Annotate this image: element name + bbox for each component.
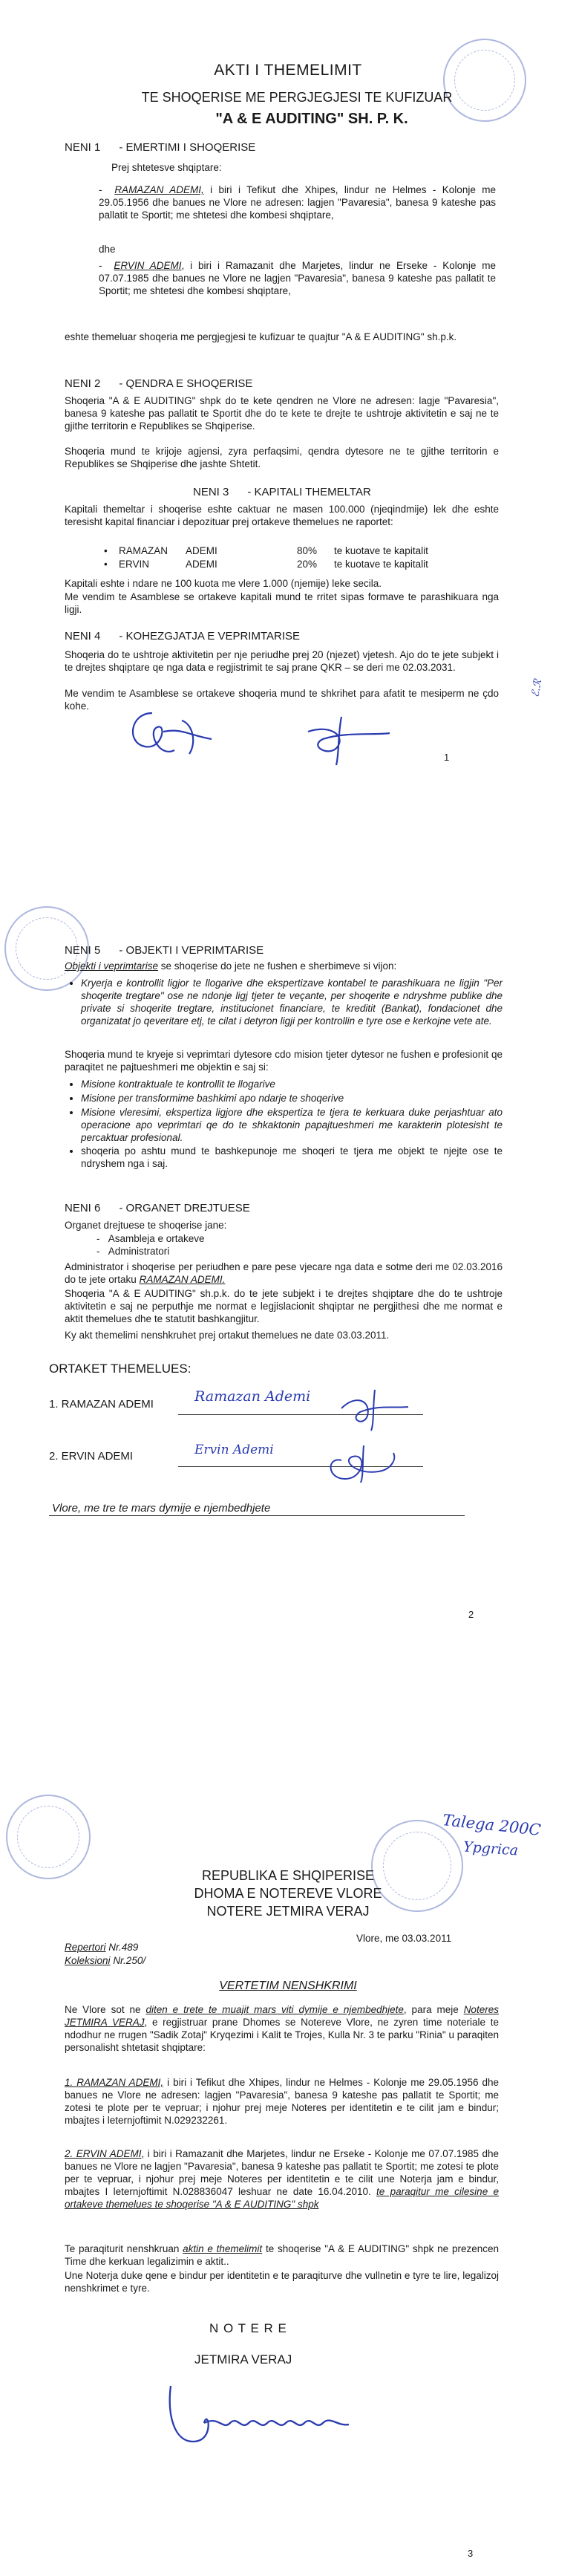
share-note: te kuotave te kapitalit [334,545,428,556]
list-item: • Misione per transformime bashkimi apo ndarje te shoqerive [81,1093,503,1105]
administrator-name: RAMAZAN ADEMI. [139,1273,226,1285]
share-pct: 80% [297,545,318,556]
founder-2-details: , i biri i Ramazanit dhe Marjetes, lindur ne Erseke - Kolonje me 07.07.1985 dhe banues ne Vlore ne lagjen "Pavaresia", banesa 9 kateshe pas pallatit te Sportit; me shtetesi dhe kombesi shqiptare, [99,260,496,296]
neni-4-heading [65,630,300,644]
koleksioni [65,1955,145,1968]
page-number: 1 [444,752,450,763]
margin-initials: ℰ.ℛ [529,678,545,698]
person-2-role: te paraqitur me cilesine e ortakeve themelues te shoqerise "A & E AUDITING" shpk [65,2185,499,2210]
neni-title: - EMERTIMI I SHOQERISE [119,141,256,154]
handwritten-note: Talega 200C [442,1811,542,1839]
koleksioni-label: Koleksioni [65,1955,111,1966]
neni-4-text-2: Me vendim te Asamblese se ortakeve shoqeria mund te shkrihet para afatit te mesiperm ne çdo kohe. [65,688,499,712]
neni-5-bullets-2 [65,1079,503,1172]
doc-subtitle: TE SHOQERISE ME PERGJEGJESI TE KUFIZUAR [141,90,453,105]
share-surname: ADEMI [186,545,217,556]
share-name: ERVIN [119,559,150,570]
neni-3-text-2: Kapitali eshte i ndare ne 100 kuota me vlere 1.000 (njemije) leke secila. [65,578,382,589]
notary-signature [148,2371,386,2460]
final-paragraph: Te paraqiturit nenshkruan aktin e themelimit te shoqerise "A & E AUDITING" shpk ne prezencen Time dhe kerkuan legalizimin e aktit.. [65,2243,499,2267]
person-2-details: , i biri i Ramazanit dhe Marjetes, lindur ne Erseke - Kolonje me 07.07.1985 dhe banues ne Vlore ne lagjen "Pavaresia", banesa 9 kateshe pas pallatit te Sportit; me zotesi te plote per te vepruar, i njohur prej meje Noteres per identitetin e te cilit une Noterja jam e bindur, mbajtes I leternjoftimit N.028836047 leshuar ne date 16.04.2010. [65,2148,499,2197]
neni-2-text-2: Shoqeria mund te krijoje agjensi, zyra perfaqsimi, qendra dytesore ne te gjithe territorin e Republikes se Shqiperise dhe jashte Shtetit. [65,446,499,469]
neni-6-text-3: Ky akt themelimi nenshkruhet prej ortakut themelues ne date 03.03.2011. [65,1330,390,1341]
share-surname: ADEMI [186,559,217,570]
neni-label: NENI 6 [65,1202,101,1214]
share-pct: 20% [297,559,318,570]
neni-1-intro: Prej shtetesve shqiptare: [111,162,222,173]
neni-1-closing: eshte themeluar shoqeria me pergjegjesi te kufizuar te quajtur "A & E AUDITING" sh.p.k. [65,331,457,342]
list-item: • Misione kontraktuale te kontrollit te llogarive [81,1079,503,1091]
page-number: 3 [468,2548,474,2559]
neni-5-text-2: Shoqeria mund te kryeje si veprimtari dytesore cdo mision tjeter dytesor ne fushen e profesionit qe paraqitet ne pajtueshmeri me objektin e saj si: [65,1049,503,1073]
neni-5-bullets-1 [65,978,503,1030]
final-paragraph-2: Une Noterja duke qene e bindur per identitetin e te paraqiturve dhe vullnetin e tyre te lire, legalizoj nenshkrimet e tyre. [65,2270,499,2294]
page-2 [0,859,576,1717]
neni-title: - QENDRA E SHOQERISE [119,377,253,390]
handwritten-note: Ypgrica [462,1838,519,1859]
neni-label: NENI 1 [65,141,101,154]
initials-signature [319,1434,408,1486]
company-name: "A & E AUDITING" SH. P. K. [215,111,408,127]
neni-label: NENI 4 [65,630,101,643]
neni-3-text: Kapitali themeltar i shoqerise eshte caktuar ne masen 100.000 (njeqindmije) lek dhe eshte teresisht kapital financiar i depozituar prej ortakeve themelues ne raportet: [65,504,499,527]
place-date: Vlore, me 03.03.2011 [356,1933,452,1944]
repertori-value: Nr.489 [108,1942,139,1953]
neni-label: NENI 3 [193,486,229,498]
neni-3-text-3: Me vendim te Asamblese se ortakeve kapitali mund te rritet sipas formave te parashikuara nga ligji. [65,591,499,615]
koleksioni-value: Nr.250/ [113,1955,146,1966]
neni-3-heading [193,486,371,500]
repertori-label: Repertori [65,1942,106,1953]
neni-title: - KOHEZGJATJA E VEPRIMTARISE [119,630,301,643]
conjunction: dhe [99,244,116,255]
share-row: • RAMAZAN ADEMI 80% te kuotave te kapitalit [104,545,428,556]
page-1 [0,0,576,859]
neni-4-text: Shoqeria do te ushtroje aktivitetin per nje periudhe prej 20 (njezet) vjetesh. Ajo do te jete subjekt i te drejtes shqiptare qe nga data e regjistrimit te saj prane QKR – se deri me 02.03.2031. [65,649,499,673]
organs-list [96,1233,205,1258]
neni-5-intro: Objekti i veprimtarise se shoqerise do jete ne fushen e sherbimeve si vijon: [65,960,397,972]
date-line: Vlore, me tre te mars dymije e njembedhjete [52,1502,271,1515]
founder-signature: Ramazan Ademi [194,1388,311,1405]
person-1-name: 1. RAMAZAN ADEMI, [65,2077,164,2088]
founding-act-term: aktin e themelimit [183,2243,263,2254]
share-name: RAMAZAN [119,545,168,556]
notary-name: JETMIRA VERAJ [194,2352,292,2367]
neni-6-text: Administrator i shoqerise per periudhen e pare pese vjecare nga data e sotme deri me 02.03.2016 do te jete ortaku RAMAZAN ADEMI. [65,1261,503,1285]
neni-1-heading [65,141,255,155]
header-republic: REPUBLIKA E SHQIPERISE [201,1868,375,1883]
list-item: • Misione vleresimi, ekspertiza ligjore dhe ekspertiza te tjera te kerkuara duke perjashtuar ato operacione apo veprimtari qe do te shkaktonin papajtueshmeri me karakterin plotesisht te percaktuar profesional. [81,1107,503,1145]
neni-5-intro-term: Objekti i veprimtarise [65,960,159,972]
initials-signature [286,702,405,769]
doc-title: VERTETIM NENSHKRIMI [219,1980,357,1992]
neni-6-intro: Organet drejtuese te shoqerise jane: [65,1220,227,1231]
share-row: • ERVIN ADEMI 20% te kuotave te kapitalit [104,559,428,570]
share-note: te kuotave te kapitalit [334,559,428,570]
neni-label: NENI 5 [65,944,101,957]
founders-heading: ORTAKET THEMELUES: [49,1362,192,1376]
header-chamber: DHOMA E NOTEREVE VLORE [194,1886,382,1901]
notary-name-inline: Noteres JETMIRA VERAJ [65,2004,499,2028]
person-2-name: 2. ERVIN ADEMI [65,2148,142,2159]
founder-2-name: ERVIN ADEMI [114,260,182,271]
notary-title: N O T E R E [209,2321,287,2335]
neni-2-text: Shoqeria "A & E AUDITING" shpk do te kete qendren ne Vlore ne adresen: lagje "Pavaresia", banesa 9 kateshe pas pallatit te Sportit dhe do te kete te drejte te ushtroje aktivitetin e saj ne te gjithe territorin e Republikes se Shqiperise. [65,395,499,432]
neni-title: - OBJEKTI I VEPRIMTARISE [119,944,264,957]
intro-paragraph: Ne Vlore sot ne diten e trete te muajit mars viti dymije e njembedhjete, para meje Noteres JETMIRA VERAJ, e regjistruar prane Dhomes se Notereve Vlore, ne zyren time noteriale te ndodhur ne rrugen "Sadik Zotaj" Kryqezimi i Kalit te Trojes, Kulla Nr. 3 te parku "Rinia" u paraqiten personalisht shtetasit shqiptare: [65,2004,499,2053]
list-item: • Kryerja e kontrollit ligjor te llogarive dhe ekspertizave kontabel te parashikuara ne ligjin "Per shoqerite tregtare" ose ne ndonje ligj tjeter te veçante, per shoqerite e ndryshme publike dhe private si shoqerite tregtare, institucionet financiare, te kreditit (Bankat), fondacionet dhe organizatat jo qeveritare etj, te cilat i detyron ligji per kontrollin e tyre ose e kerkojne vete ate. [81,978,503,1028]
founder-1-paragraph: - RAMAZAN ADEMI, i biri i Tefikut dhe Xhipes, lindur ne Helmes - Kolonje me 29.05.1956 dhe banues ne Vlore ne adresen: lagjen "Pavaresia", banesa 9 kateshe pas pallatit te Sportit; me shtetesi dhe kombesi shqiptare, [99,184,496,221]
person-2-paragraph [65,2148,499,2211]
founder-label: 2. ERVIN ADEMI [49,1450,134,1463]
doc-title: AKTI I THEMELIMIT [214,62,362,79]
neni-title: - KAPITALI THEMELTAR [247,486,371,498]
neni-6-text-2: Shoqeria "A & E AUDITING" sh.p.k. do te jete subjekt i te drejtes shqiptare dhe do te ushtroje aktivitetin e saj ne perputhje me normat e legjislacionit shqiptar ne pergjithesi dhe me normat e aktit themelues dhe te statutit bashkangjitur. [65,1288,503,1324]
notary-stamp [6,1795,91,1879]
neni-title: - ORGANET DREJTUESE [119,1202,250,1214]
person-1-details: i biri i Tefikut dhe Xhipes, lindur ne Helmes - Kolonje me 29.05.1956 dhe banues ne Vlore ne adresen: lagjen "Pavaresia", banesa 9 kateshe pas pallatit te Sportit; me zotesi te plote per te vepruar; i njohur prej meje Noteres per identitetin e te cilit jam e bindur; mbajtes i leternjoftimit N.029232261. [65,2077,499,2126]
founder-1-details: i biri i Tefikut dhe Xhipes, lindur ne Helmes - Kolonje me 29.05.1956 dhe banues ne Vlore ne adresen: lagjen "Pavaresia", banesa 9 kateshe pas pallatit te Sportit; me shtetesi dhe kombesi shqiptare, [99,184,496,221]
repertori [65,1942,138,1954]
list-item: • shoqeria po ashtu mund te bashkepunoje me shoqeri te tjera me objekt te njejte ose te ndryshem nga i saj. [81,1145,503,1171]
neni-6-heading [65,1202,250,1216]
founder-2-paragraph: - ERVIN ADEMI, i biri i Ramazanit dhe Marjetes, lindur ne Erseke - Kolonje me 07.07.1985 dhe banues ne Vlore ne lagjen "Pavaresia", banesa 9 kateshe pas pallatit te Sportit; me shtetesi dhe kombesi shqiptare, [99,260,496,296]
header-notary: NOTERE JETMIRA VERAJ [206,1904,370,1919]
list-item: - Administratori [96,1245,170,1257]
neni-2-heading [65,377,252,391]
page-number: 2 [468,1609,474,1620]
neni-label: NENI 2 [65,377,101,390]
founder-signature: Ervin Ademi [194,1443,274,1457]
initials-signature [327,1379,416,1431]
act-date: diten e trete te muajit mars viti dymije e njembedhjete [145,2004,404,2015]
person-1-paragraph [65,2077,499,2127]
founder-label: 1. RAMAZAN ADEMI [49,1398,154,1411]
list-item: - Asambleja e ortakeve [96,1233,205,1244]
neni-5-heading [65,944,264,958]
founder-1-name: RAMAZAN ADEMI, [114,184,204,195]
page-3 [0,1717,576,2576]
initials-signature [122,698,241,765]
